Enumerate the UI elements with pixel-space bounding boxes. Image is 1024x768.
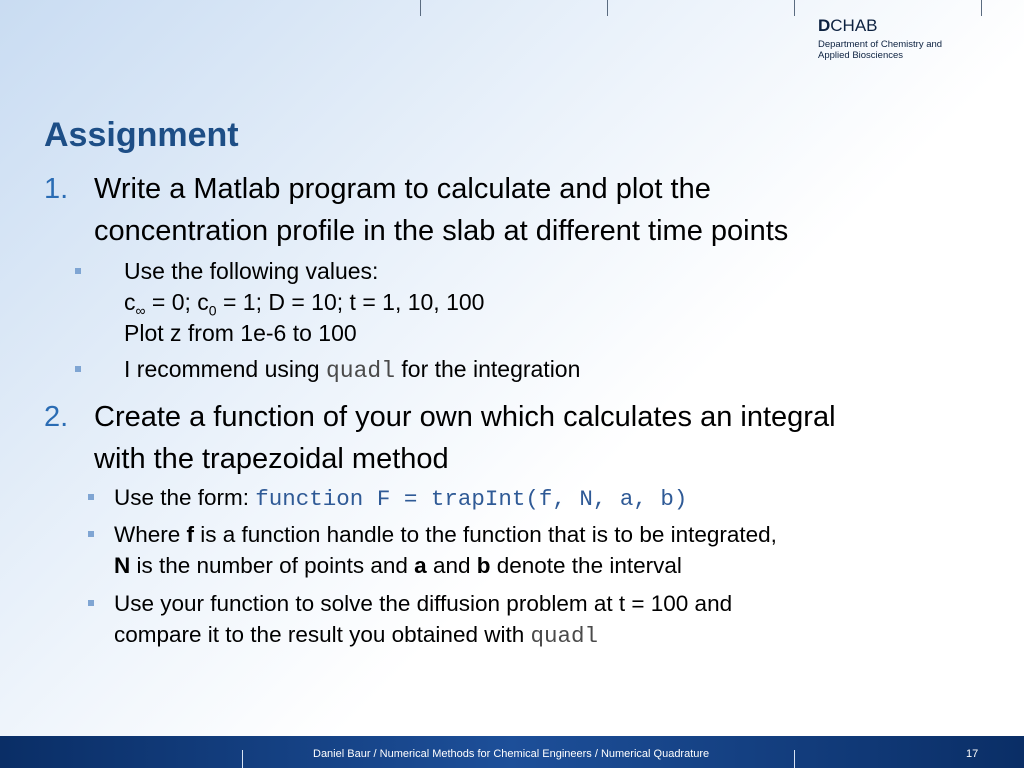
item2-line2: with the trapezoidal method: [94, 443, 449, 475]
item1-line1: Write a Matlab program to calculate and plot the: [94, 173, 711, 205]
logo-dept-line2: Applied Biosciences: [818, 50, 904, 61]
footer-divider: [242, 750, 243, 768]
top-divider: [794, 0, 795, 16]
item1-bullet1-line3: Plot z from 1e-6 to 100: [124, 320, 357, 346]
bullet-square-icon: [88, 494, 94, 500]
top-divider: [420, 0, 421, 16]
item1-line2: concentration profile in the slab at different time points: [94, 215, 789, 247]
item2-bullet3-line2: compare it to the result you obtained with quadl: [114, 622, 598, 649]
footer-bar: [0, 736, 1024, 768]
logo-d: D: [818, 16, 831, 35]
slide-title: Assignment: [44, 116, 239, 154]
bullet-square-icon: [75, 366, 81, 372]
item1-bullet2: I recommend using quadl for the integration: [124, 356, 581, 384]
page-number: 17: [966, 748, 979, 760]
item2-bullet2-line2: N is the number of points and a and b denote the interval: [114, 553, 682, 578]
item1-bullet1-values: $c_\infty = 0$; $c_0 = 1$; D = 10; t = 1, 10, 100: [124, 289, 485, 319]
dchab-logo: [818, 16, 942, 61]
top-divider: [607, 0, 608, 16]
bullet-square-icon: [88, 600, 94, 606]
logo-chab: CHAB: [830, 16, 878, 35]
logo-dept-line1: Department of Chemistry and: [818, 39, 943, 50]
item1-bullet1-line1: Use the following values:: [124, 258, 379, 284]
item2-bullet2-line1: Where f is a function handle to the function that is to be integrated,: [114, 522, 777, 547]
item2-line1: Create a function of your own which calculates an integral: [94, 401, 836, 433]
top-divider: [981, 0, 982, 16]
item2-bullet1: Use the form: function F = trapInt(f, N, a, b): [114, 485, 688, 512]
bullet-square-icon: [88, 531, 94, 537]
item2-bullet3-line1: Use your function to solve the diffusion problem at t = 100 and: [114, 591, 733, 616]
bullet-square-icon: [75, 268, 81, 274]
footer-text: Daniel Baur / Numerical Methods for Chemical Engineers / Numerical Quadrature: [313, 748, 710, 760]
item1-number: 1.: [44, 173, 69, 205]
footer-divider: [794, 750, 795, 768]
item2-number: 2.: [44, 401, 69, 433]
